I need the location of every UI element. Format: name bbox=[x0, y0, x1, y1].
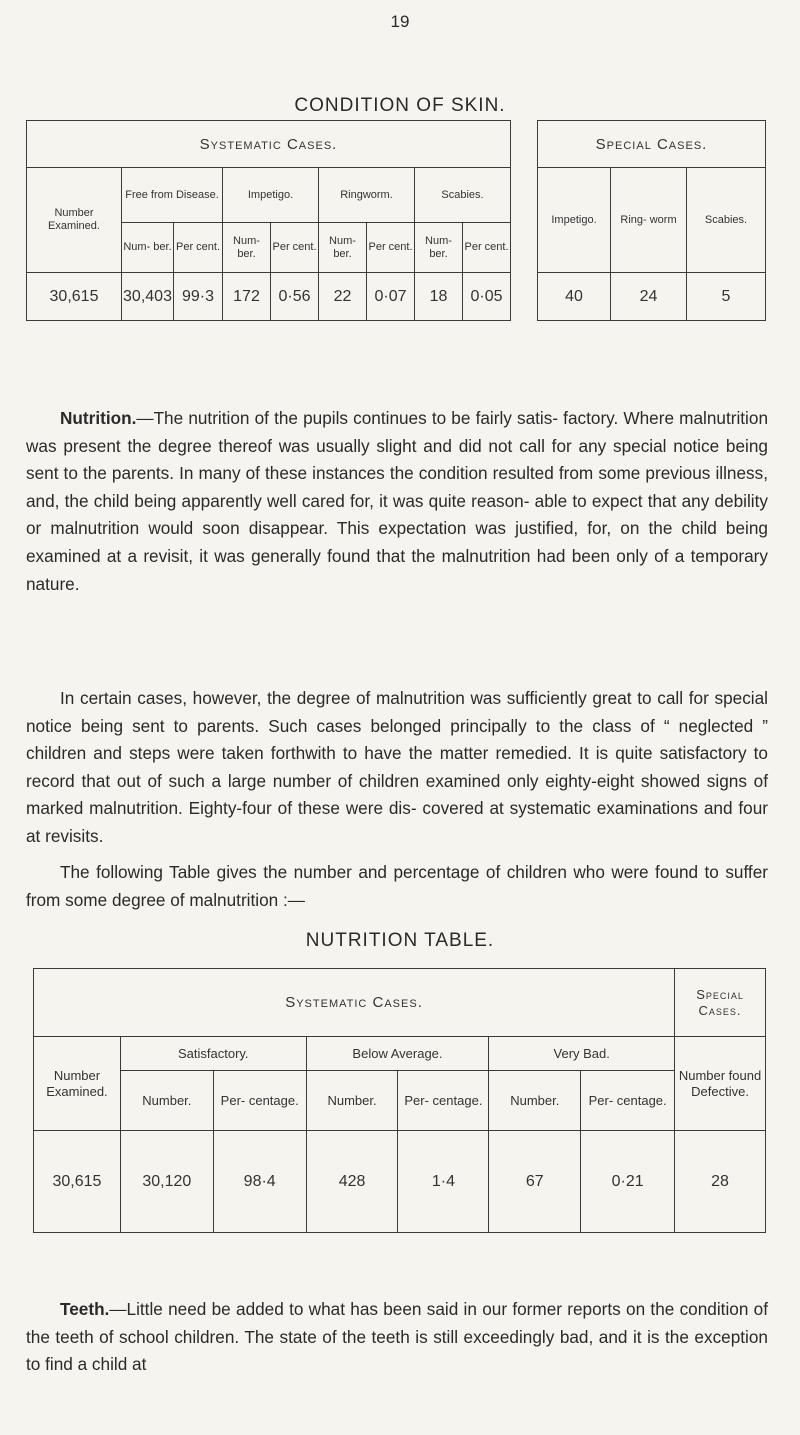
skin-condition-table bbox=[26, 120, 766, 321]
skin-section-title: CONDITION OF SKIN. bbox=[294, 95, 506, 116]
below-percentage-value: 1·4 bbox=[398, 1131, 489, 1233]
satisfactory-number-value: 30,120 bbox=[120, 1131, 213, 1233]
free-percent-header: Per cent. bbox=[174, 223, 223, 273]
free-from-disease-header: Free from Disease. bbox=[122, 168, 223, 223]
ringworm-number-value: 22 bbox=[319, 273, 367, 321]
systematic-cases-header: Systematic Cases. bbox=[27, 121, 511, 168]
below-number-value: 428 bbox=[306, 1131, 398, 1233]
systematic-cases-header: Systematic Cases. bbox=[34, 969, 675, 1037]
scabies-percent-value: 0·05 bbox=[463, 273, 511, 321]
number-found-defective-header: Number found Defective. bbox=[675, 1037, 766, 1131]
nutrition-text-1: —The nutrition of the pupils continues to be fairly satis- factory. Where malnutrition was present the degree thereof was usually slight and did not call for any special notice being sent to the parents. In many of these instances the condition resulted from some previous illness, and, the child being apparently well cared for, it was quite reason- able to expect that any debility or malnutrition would soon disappear. This expectation was justified, for, on the child being examined at a revisit, it was generally found that the malnutrition had been only of a temporary nature. bbox=[26, 408, 768, 594]
nutrition-table bbox=[33, 968, 766, 1233]
bad-number-header: Number. bbox=[489, 1071, 581, 1131]
impetigo-header: Impetigo. bbox=[223, 168, 319, 223]
nutrition-heading: Nutrition. bbox=[60, 408, 137, 428]
page-number: 19 bbox=[390, 12, 410, 31]
free-percent-value: 99·3 bbox=[174, 273, 223, 321]
nutrition-paragraph-1 bbox=[26, 405, 768, 598]
ringworm-percent-header: Per cent. bbox=[367, 223, 415, 273]
special-scabies-header: Scabies. bbox=[687, 168, 766, 273]
teeth-text: —Little need be added to what has been said in our former reports on the condition of the teeth of school children. The state of the teeth is still exceedingly bad, and it is the exception to find a child at bbox=[26, 1299, 768, 1375]
below-percentage-header: Per- centage. bbox=[398, 1071, 489, 1131]
free-number-header: Num- ber. bbox=[122, 223, 174, 273]
satisfactory-header: Satisfactory. bbox=[120, 1037, 306, 1071]
number-examined-header: Number Examined. bbox=[34, 1037, 121, 1131]
below-average-header: Below Average. bbox=[306, 1037, 489, 1071]
bad-percentage-header: Per- centage. bbox=[581, 1071, 675, 1131]
scabies-percent-header: Per cent. bbox=[463, 223, 511, 273]
impetigo-percent-header: Per cent. bbox=[271, 223, 319, 273]
examined-value: 30,615 bbox=[34, 1131, 121, 1233]
nutrition-paragraph-2: In certain cases, however, the degree of malnutrition was sufficiently great to call for special notice being sent to parents. Such cases belonged principally to the class of “ neglected ” children and steps were taken forthwith to have the matter remedied. It is quite satisfactory to record that out of such a large number of children examined only eighty-eight showed signs of marked malnutrition. Eighty-four of these were dis- covered at systematic examinations and four at revisits. bbox=[26, 688, 768, 846]
below-number-header: Number. bbox=[306, 1071, 398, 1131]
scabies-number-header: Num- ber. bbox=[415, 223, 463, 273]
nutrition-paragraph-3: The following Table gives the number and percentage of children who were found to suffer from some degree of malnutrition :— bbox=[26, 862, 768, 910]
free-number-value: 30,403 bbox=[122, 273, 174, 321]
very-bad-header: Very Bad. bbox=[489, 1037, 675, 1071]
impetigo-number-header: Num- ber. bbox=[223, 223, 271, 273]
special-scabies-value: 5 bbox=[687, 273, 766, 321]
special-impetigo-header: Impetigo. bbox=[538, 168, 611, 273]
special-cases-header: Special Cases. bbox=[675, 969, 766, 1037]
scabies-header: Scabies. bbox=[415, 168, 511, 223]
bad-number-value: 67 bbox=[489, 1131, 581, 1233]
ringworm-percent-value: 0·07 bbox=[367, 273, 415, 321]
special-ringworm-value: 24 bbox=[611, 273, 687, 321]
defective-value: 28 bbox=[675, 1131, 766, 1233]
special-impetigo-value: 40 bbox=[538, 273, 611, 321]
impetigo-number-value: 172 bbox=[223, 273, 271, 321]
examined-value: 30,615 bbox=[27, 273, 122, 321]
impetigo-percent-value: 0·56 bbox=[271, 273, 319, 321]
special-ringworm-header: Ring- worm bbox=[611, 168, 687, 273]
teeth-heading: Teeth. bbox=[60, 1299, 110, 1319]
satisfactory-percentage-header: Per- centage. bbox=[213, 1071, 306, 1131]
nutrition-table-title: NUTRITION TABLE. bbox=[305, 930, 495, 951]
ringworm-header: Ringworm. bbox=[319, 168, 415, 223]
table-row bbox=[27, 273, 766, 321]
number-examined-header: Number Examined. bbox=[27, 168, 122, 273]
satisfactory-percentage-value: 98·4 bbox=[213, 1131, 306, 1233]
satisfactory-number-header: Number. bbox=[120, 1071, 213, 1131]
special-cases-header: Special Cases. bbox=[538, 121, 766, 168]
scabies-number-value: 18 bbox=[415, 273, 463, 321]
bad-percentage-value: 0·21 bbox=[581, 1131, 675, 1233]
ringworm-number-header: Num- ber. bbox=[319, 223, 367, 273]
teeth-paragraph bbox=[26, 1296, 768, 1379]
table-row bbox=[34, 1131, 766, 1233]
spacer-column bbox=[511, 121, 538, 321]
